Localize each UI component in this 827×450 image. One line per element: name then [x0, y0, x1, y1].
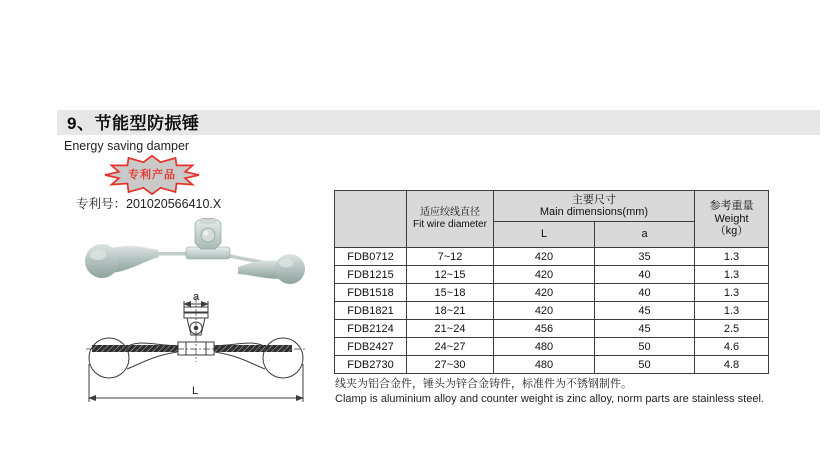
cell-a: 45 [595, 320, 695, 338]
cell-weight: 1.3 [695, 266, 769, 284]
cell-l: 420 [494, 284, 595, 302]
cell-fit: 27~30 [407, 356, 494, 374]
table-row [335, 302, 769, 320]
table-row [335, 266, 769, 284]
cable-right [214, 345, 292, 352]
cell-weight: 1.3 [695, 302, 769, 320]
cell-model: FDB2730 [335, 356, 407, 374]
table-row [335, 320, 769, 338]
cell-weight: 1.3 [695, 284, 769, 302]
cell-model: FDB2427 [335, 338, 407, 356]
table-row [335, 338, 769, 356]
cell-a: 50 [595, 356, 695, 374]
material-note-en: Clamp is aluminium alloy and counter weight is zinc alloy, norm parts are stainless steel. [335, 392, 764, 405]
cell-model: FDB1518 [335, 284, 407, 302]
material-note-cn: 线夹为铝合金件，锤头为锌合金铸件，标准件为不锈钢制件。 [335, 378, 632, 390]
material-notes [335, 377, 764, 406]
cell-fit: 15~18 [407, 284, 494, 302]
cell-fit: 12~15 [407, 266, 494, 284]
cell-l: 480 [494, 356, 595, 374]
cell-weight: 2.5 [695, 320, 769, 338]
cell-a: 35 [595, 248, 695, 266]
right-weight-outline [215, 338, 303, 378]
header-dim-a: a [595, 222, 695, 248]
header-main-dims-cn: 主要尺寸 [572, 193, 616, 206]
cell-fit: 21~24 [407, 320, 494, 338]
cell-fit: 24~27 [407, 338, 494, 356]
section-subtitle: Energy saving damper [64, 139, 190, 153]
header-weight-cn: 参考重量 [709, 200, 754, 213]
header-fit-wire [407, 191, 494, 248]
patent-badge [104, 154, 200, 196]
cell-l: 420 [494, 266, 595, 284]
cell-l: 420 [494, 302, 595, 320]
cell-l: 420 [494, 248, 595, 266]
clamp-tower [195, 218, 221, 249]
cell-a: 50 [595, 338, 695, 356]
table-row [335, 356, 769, 374]
table-row [335, 248, 769, 266]
cell-model: FDB1821 [335, 302, 407, 320]
cell-model: FDB1215 [335, 266, 407, 284]
dim-l-label: L [192, 385, 199, 397]
header-main-dims [494, 191, 695, 222]
table-row [335, 284, 769, 302]
cell-model: FDB2124 [335, 320, 407, 338]
cell-model: FDB0712 [335, 248, 407, 266]
cell-l: 480 [494, 338, 595, 356]
header-main-dims-en: Main dimensions(mm) [539, 206, 649, 218]
patent-badge-label: 专利产品 [128, 169, 176, 181]
cell-weight: 4.6 [695, 338, 769, 356]
cell-a: 40 [595, 284, 695, 302]
left-weight-outline [89, 338, 177, 378]
section-title-bar [57, 110, 820, 135]
dim-a-label: a [193, 291, 200, 303]
cell-weight: 1.3 [695, 248, 769, 266]
dimension-drawing [84, 290, 308, 408]
header-weight-en: Weight [714, 212, 749, 225]
cell-fit: 18~21 [407, 302, 494, 320]
header-weight [695, 191, 769, 248]
product-photo [78, 213, 323, 293]
spec-table [334, 190, 769, 374]
header-model [335, 191, 407, 248]
cell-a: 40 [595, 266, 695, 284]
cable-left [92, 345, 178, 352]
patent-number: 专利号：201020566410.X [76, 197, 222, 211]
cell-fit: 7~12 [407, 248, 494, 266]
section-title: 9、节能型防振锤 [67, 114, 200, 133]
header-fit-wire-cn: 适应绞线直径 [420, 206, 480, 218]
cell-a: 45 [595, 302, 695, 320]
cell-weight: 4.8 [695, 356, 769, 374]
header-fit-wire-en: Fit wire diameter [413, 219, 487, 230]
left-weight [85, 244, 159, 278]
header-dim-l: L [494, 222, 595, 248]
cell-l: 456 [494, 320, 595, 338]
header-weight-unit: （kg） [714, 225, 749, 238]
